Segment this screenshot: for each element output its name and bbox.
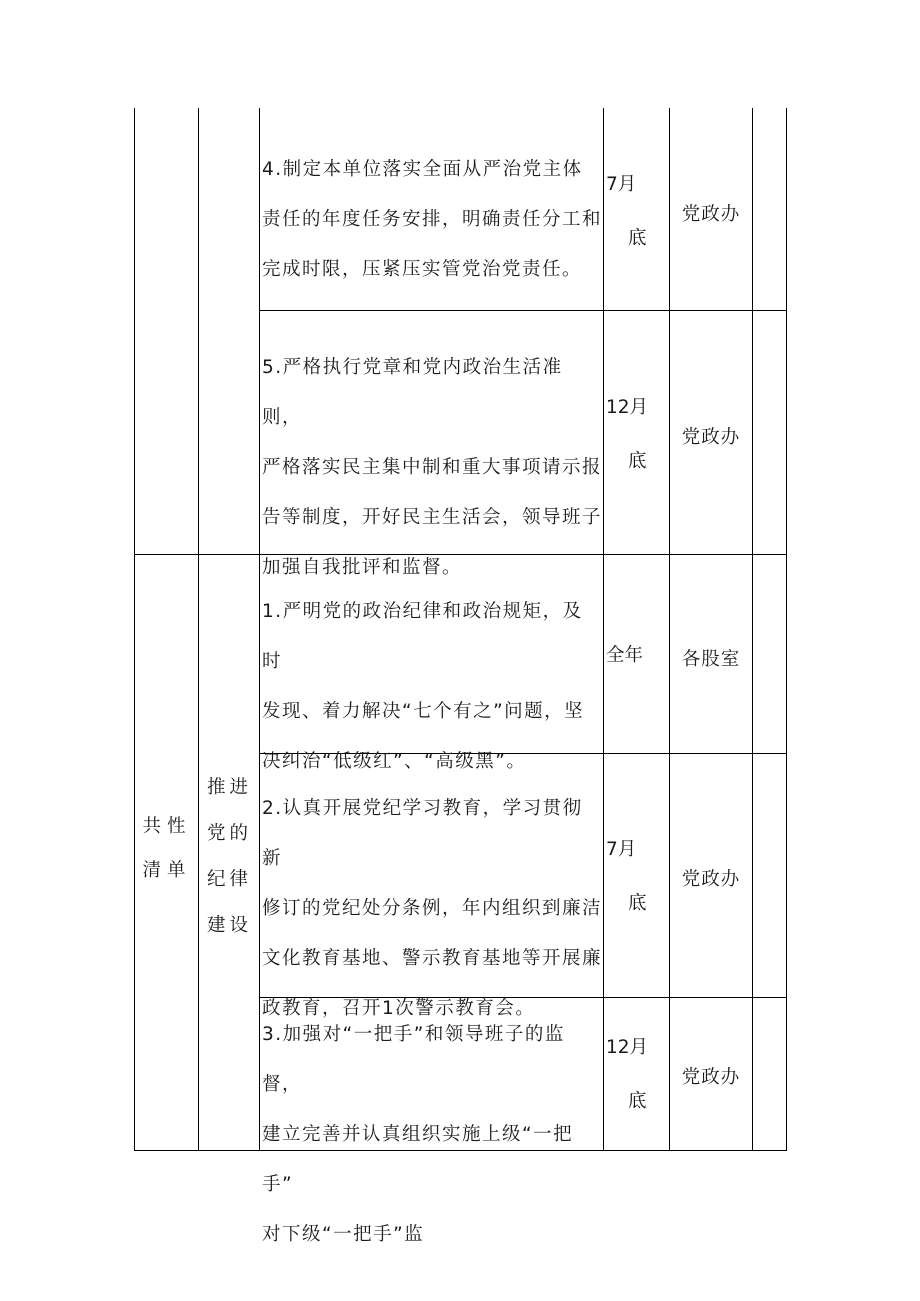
category-label-line2: 清单 <box>142 860 192 881</box>
deadline-row-4 <box>606 823 666 931</box>
column-divider-3 <box>603 108 604 1151</box>
deadline-month-row-1: 7月 <box>606 174 637 195</box>
column-divider-4 <box>669 108 670 1151</box>
deadline-suffix-row-2: 底 <box>628 451 647 472</box>
task-text-row-1: 4.制定本单位落实全面从严治党主体 责任的年度任务安排，明确责任分工和 完成时限，压紧压实管党治党责任。 <box>262 159 603 280</box>
deadline-row-3 <box>606 629 666 683</box>
deadline-month-row-5: 12月 <box>606 1037 649 1058</box>
deadline-row-1 <box>606 158 666 266</box>
item-cell: 推进 党的 纪律 建设 <box>206 777 252 936</box>
department-row-2: 党政办 <box>681 427 741 448</box>
task-text-row-4: 2.认真开展党纪学习教育，学习贯彻新 修订的党纪处分条例，年内组织到廉洁 文化教育基地、警示教育基地等开展廉 政教育，召开1次警示教育会。 <box>262 798 603 1019</box>
deadline-suffix-row-5: 底 <box>628 1091 647 1112</box>
category-cell <box>135 805 199 893</box>
deadline-row-5 <box>606 1021 666 1129</box>
department-row-4: 党政办 <box>681 869 741 890</box>
task-text-row-5: 3.加强对“一把手”和领导班子的监督， 建立完善并认真组织实施上级“一把手” 对下级“一把手”监 <box>262 1024 574 1245</box>
deadline-row-2 <box>606 381 666 489</box>
table-border-right <box>786 108 787 1151</box>
task-text-row-2: 5.严格执行党章和党内政治生活准则， 严格落实民主集中制和重大事项请示报 告等制度，开好民主生活会，领导班子 加强自我批评和监督。 <box>262 357 603 578</box>
deadline-suffix-row-4: 底 <box>628 893 647 914</box>
row-divider-1 <box>259 310 787 311</box>
task-text-row-3: 1.严明党的政治纪律和政治规矩，及时 发现、着力解决“七个有之”问题，坚 决纠治“低级红”、“高级黑”。 <box>262 601 585 772</box>
column-divider-1 <box>198 108 199 1151</box>
deadline-month-row-2: 12月 <box>606 397 649 418</box>
department-row-5: 党政办 <box>681 1067 741 1088</box>
column-divider-2 <box>259 108 260 1151</box>
department-row-3: 各股室 <box>681 649 741 670</box>
deadline-suffix-row-1: 底 <box>628 228 647 249</box>
deadline-month-row-3: 全年 <box>606 645 644 666</box>
category-label-line1: 共性 <box>142 816 192 837</box>
column-divider-5 <box>752 108 753 1151</box>
department-row-1: 党政办 <box>681 204 741 225</box>
deadline-month-row-4: 7月 <box>606 839 637 860</box>
table-border-left <box>134 108 135 1151</box>
